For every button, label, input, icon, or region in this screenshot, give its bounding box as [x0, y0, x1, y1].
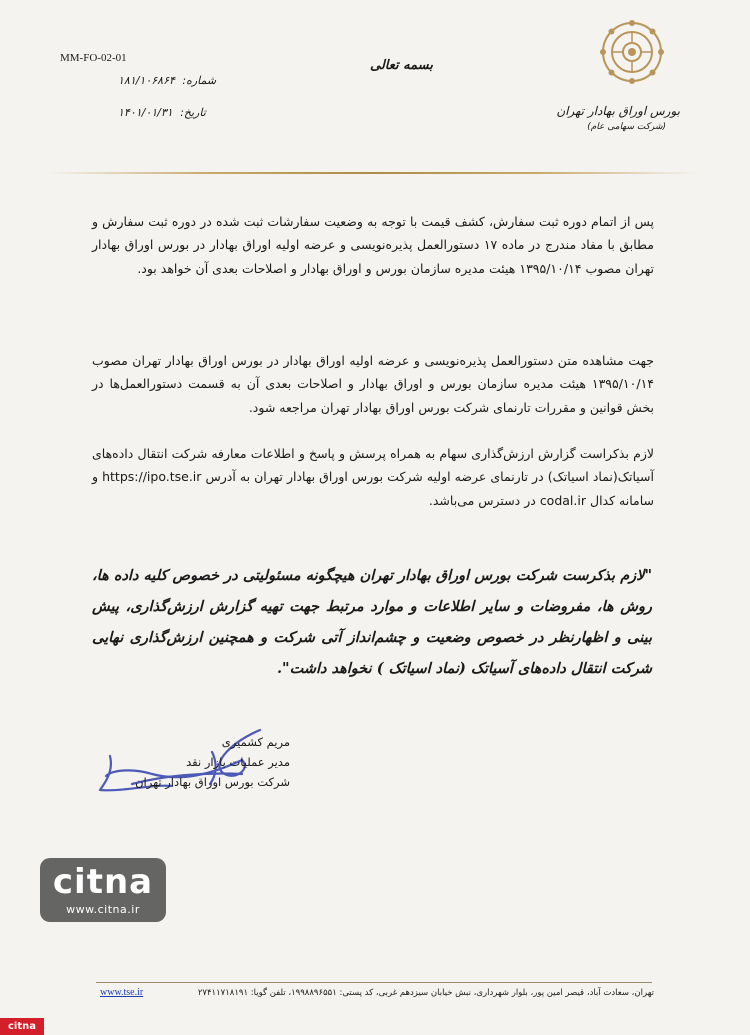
signer-name: مریم کشمیری: [221, 735, 290, 749]
date-label: تاریخ:: [180, 106, 206, 119]
date-value: ۱۴۰۱/۰۱/۳۱: [118, 106, 173, 119]
p3-text-after: در دسترس می‌باشد.: [428, 492, 536, 508]
disclaimer: "لازم بذکرست شرکت بورس اوراق بهادار تهران هیچگونه مسئولیتی در خصوص کلیه داده ها، روش ها، مفروضات و سایر اطلاعات و موارد مرتبط جهت تهیه گزارش ارزش‌گذاری، پیش بینی و اظهارنظر در خصوص وضعیت و چشم‌انداز آتی شرکت و همچنین ارزش‌گذاری نهایی شرکت انتقال داده‌های آسیاتک (نماد اسیاتک ) نخواهد داشت".: [92, 567, 652, 677]
basmala: بسمه تعالی: [370, 58, 433, 73]
paragraph-2: جهت مشاهده متن دستورالعمل پذیره‌نویسی و عرضه اولیه اوراق بهادار در بورس اوراق بهادار تهران مصوب ۱۳۹۵/۱۰/۱۴ هیئت مدیره سازمان بورس و اوراق بهادار و اصلاحات بعدی آن به قسمت دستورالعمل‌ها در بخش قوانین و مقررات تارنمای شرکت بورس اوراق بهادار تهران مراجعه شود.: [92, 353, 654, 415]
letter-number: [118, 74, 216, 87]
footer-divider: [96, 982, 652, 983]
header-divider: [48, 172, 698, 174]
signer-company: شرکت بورس اوراق بهادار تهران: [135, 775, 290, 789]
paragraph-3: [92, 442, 654, 512]
paragraph-1: پس از اتمام دوره ثبت سفارش، کشف قیمت با توجه به وضعیت سفارشات ثبت شده در دوره ثبت سفارش و مطابق با مفاد مندرج در ماده ۱۷ دستورالعمل پذیره‌نویسی و عرضه اولیه اوراق بهادار در بورس اوراق بهادار تهران مصوب ۱۳۹۵/۱۰/۱۴ هیئت مدیره سازمان بورس و اوراق بهادار و اصلاحات بعدی آن خواهد بود.: [92, 214, 654, 276]
number-value: ۱۸۱/۱۰۶۸۶۴: [118, 74, 175, 87]
tse-logo-icon: [598, 18, 666, 86]
citna-badge-text: citna: [7, 1021, 36, 1032]
citna-watermark: [40, 858, 166, 922]
p3-text-before: لازم بذکراست گزارش ارزش‌گذاری سهام به همراه پرسش و پاسخ و اطلاعات معارفه شرکت انتقال داده‌های آسیاتک(نماد اسیاتک) در تارنمای عرضه اولیه شرکت بورس اوراق بهادار تهران به آدرس: [92, 446, 654, 485]
signer-title: مدیر عملیات بازار نقد: [186, 755, 290, 769]
org-name: بورس اوراق بهادار تهران: [556, 104, 680, 118]
signature-block: [135, 732, 290, 792]
ipo-link[interactable]: https://ipo.tse.ir: [102, 469, 202, 485]
codal-link[interactable]: codal.ir: [539, 492, 586, 508]
footer-address: تهران، سعادت آباد، قیصر امین پور، بلوار شهرداری، نبش خیابان سیزدهم غربی، کد پستی: ۱۹۹۸۸۹۶۵۵۱، تلفن گویا: ۲۷۴۱۱۷۱۸۱۹۱: [197, 988, 654, 998]
org-subtitle: (شرکت سهامی عام): [587, 122, 666, 132]
form-code: MM-FO-02-01: [60, 52, 127, 64]
citna-badge: [0, 1018, 44, 1035]
p3-text-mid: و سامانه کدال: [92, 469, 654, 508]
letter-date: [118, 106, 206, 119]
citna-url: www.citna.ir: [66, 903, 140, 916]
footer-website-link[interactable]: www.tse.ir: [100, 987, 144, 998]
number-label: شماره:: [182, 74, 217, 87]
citna-logo: citna: [52, 862, 154, 902]
